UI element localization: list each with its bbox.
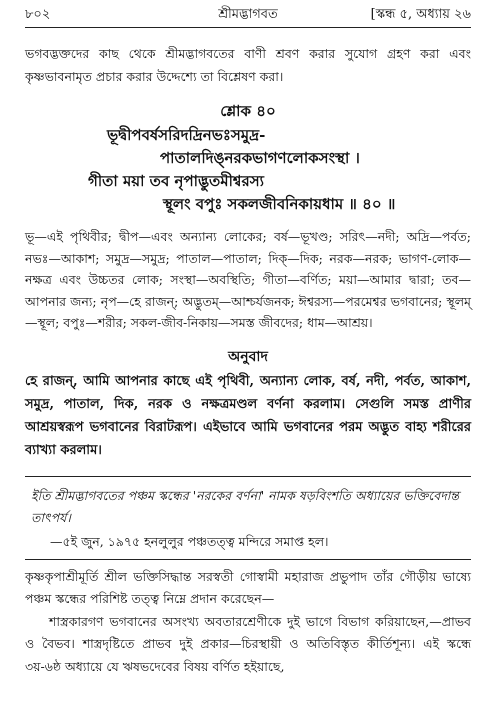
verse-line-4: স্থূলং বপুঃ সকলজীবনিকায়ধাম ॥ ৪০ ॥ — [163, 195, 396, 213]
end-divider — [25, 559, 471, 560]
chapter-end-block — [25, 476, 471, 560]
page-header — [25, 0, 471, 30]
colophon: ইতি শ্রীমদ্ভাগবতের পঞ্চম স্কন্ধের 'নরকের বর্ণনা' নামক ষড়বিংশতি অধ্যায়ের ভক্তিবেদান্ত তাৎপর্য। — [31, 487, 460, 525]
synonyms-paragraph: ভূ—এই পৃথিবীর; দ্বীপ—এবং অন্যান্য লোকের; বর্ষ—ভূখণ্ড; সরিৎ—নদী; অদ্রি—পর্বত; নভঃ—আকাশ; সমুদ্র—সমুদ্র; পাতাল—পাতাল; দিক্—দিক; নরক—নরক; ভাগণ-লোক—নক্ষত্র এবং উচ্চতর লোক; সংস্থা—অবস্থিতি; গীতা—বর্ণিত; ময়া—আমার দ্বারা; তব—আপনার জন্য; নৃপ—হে রাজন্; অদ্ভুতম্—আশ্চর্যজনক; ঈশ্বরস্য—পরমেশ্বর ভগবানের; স্থূলম্—স্থূল; বপুঃ—শরীর; সকল-জীব-নিকায়—সমস্ত জীবদের; ধাম—আশ্রয়। — [25, 229, 471, 330]
intro-paragraph: ভগবদ্ভক্তদের কাছ থেকে শ্রীমদ্ভাগবতের বাণী শ্রবণ করার সুযোগ গ্রহণ করা এবং কৃষ্ণভাবনামৃত প্রচার করার উদ্দেশ্যে তা বিশ্লেষণ করা। — [25, 46, 471, 84]
header-divider — [25, 27, 471, 28]
purport-paragraph-2: শাস্ত্রকারগণ ভগবানের অসংখ্য অবতারশ্রেণীকে দুই ভাগে বিভাগ করিয়াছেন,—প্রাভব ও বৈভব। শাস্ত্রদৃষ্টিতে প্রাভব দুই প্রকার—চিরস্থায়ী ও অতিবিস্তৃত কীর্তিশূন্য। এই স্কন্ধে ৩য়-৬ষ্ঠ অধ্যায়ে যে ঋষভদেবের বিষয় বর্ণিত হইয়াছে, — [25, 613, 471, 674]
page-number: ৮০২ — [25, 7, 51, 22]
completion-dateline: —৫ই জুন, ১৯৭৫ হনলুলুর পঞ্চতত্ত্ব মন্দিরে সমাপ্ত হল। — [50, 533, 329, 549]
verse-line-1: ভূদ্বীপবর্ষসরিদদ্রিনভঃসমুদ্র- — [107, 126, 266, 144]
verse-line-3: গীতা ময়া তব নৃপাদ্ভুতমীশ্বরস্য — [88, 172, 264, 190]
verse-label: শ্লোক ৪০ — [220, 102, 276, 120]
verse-line-2: পাতালদিঙ্নরকভাগণলোকসংস্থা । — [160, 149, 360, 167]
purport-paragraph-1: কৃষ্ণকৃপাশ্রীমূর্তি শ্রীল ভক্তিসিদ্ধান্ত সরস্বতী গোস্বামী মহারাজ প্রভুপাদ তাঁর গৌড়ীয় ভাষ্যে পঞ্চম স্কন্ধের পরিশিষ্ট তত্ত্ব নিম্নে প্রদান করেছেন— — [25, 568, 471, 606]
running-title: শ্রীমদ্ভাগবত — [218, 7, 278, 22]
translation-paragraph: হে রাজন্, আমি আপনার কাছে এই পৃথিবী, অন্যান্য লোক, বর্ষ, নদী, পর্বত, আকাশ, সমুদ্র, পাতাল, দিক, নরক ও নক্ষত্রমণ্ডল বর্ণনা করলাম। সেগুলি সমস্ত প্রাণীর আশ্রয়স্বরূপ ভগবানের বিরাটরূপ। এইভাবে আমি ভগবানের পরম অদ্ভুত বাহ্য শরীরের ব্যাখ্যা করলাম। — [25, 373, 471, 458]
verse-text — [25, 124, 471, 216]
canto-chapter-label: [স্কন্ধ ৫, অধ্যায় ২৬ — [370, 7, 471, 22]
translation-heading: অনুবাদ — [228, 348, 268, 365]
